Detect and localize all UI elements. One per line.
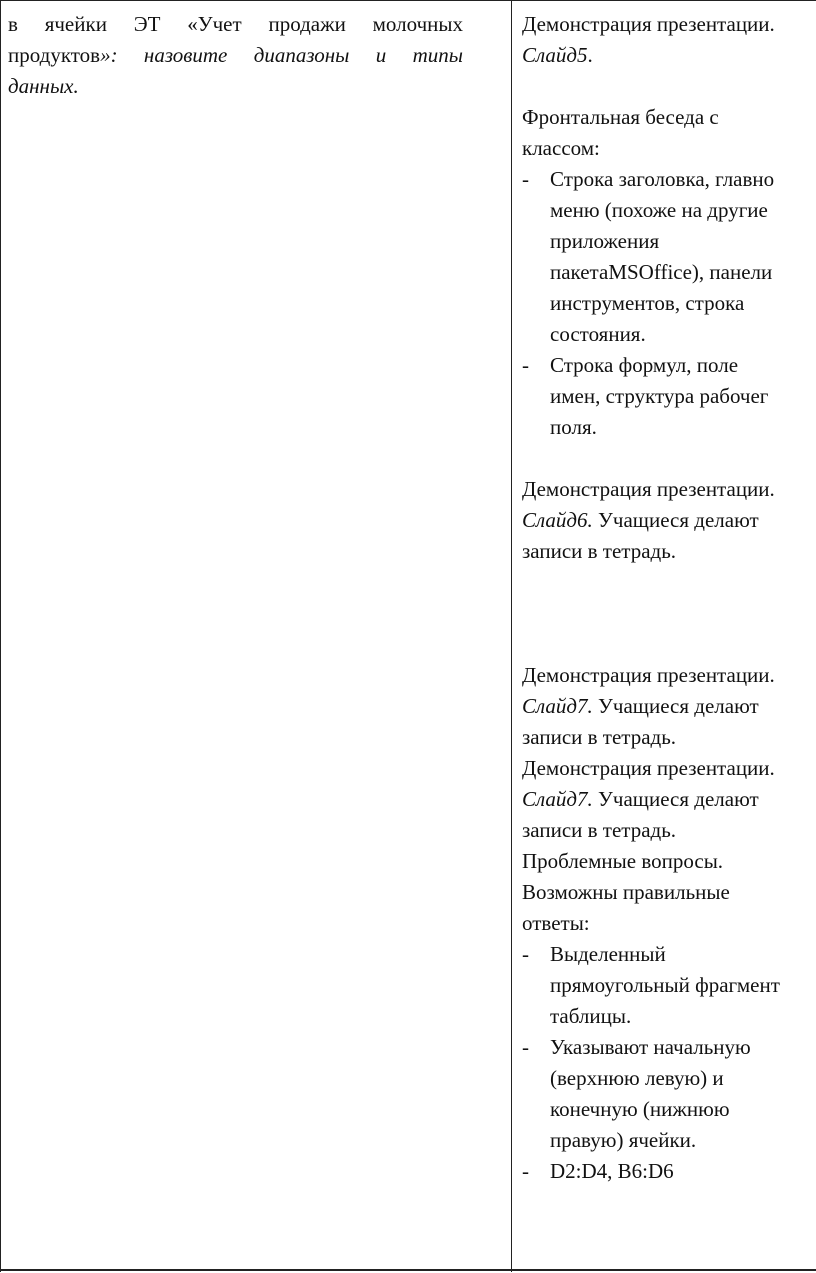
item1-line: Строка заголовка, главно — [550, 167, 775, 191]
table-left-border — [0, 1, 1, 1272]
answer2-line: правую) ячейки. — [550, 1128, 697, 1152]
slide6-line — [522, 505, 816, 536]
item1-line: приложения — [550, 229, 660, 253]
item1-line: инструментов, строка — [550, 291, 745, 315]
left-cell-line-3-italic: данных. — [8, 74, 79, 98]
slide6-notes: Учащиеся делают — [592, 508, 759, 532]
dash-bullet: - — [522, 942, 529, 966]
answer1-line: прямоугольный фрагмент — [550, 973, 780, 997]
item2-line: имен, структура рабочег — [550, 384, 769, 408]
list-item-formula-bar — [522, 350, 816, 443]
slide7-notes-line-2-b: записи в тетрадь. — [522, 818, 677, 842]
slide5-line — [522, 40, 816, 71]
slide7-notes: Учащиеся делают — [592, 694, 759, 718]
dash-bullet: - — [522, 1159, 529, 1183]
left-cell-line-2-italic: »: назовите диапазоны и типы — [100, 43, 463, 67]
answer2-line: Указывают начальную — [550, 1035, 751, 1059]
left-cell-line-3 — [8, 71, 463, 102]
dash-bullet: - — [522, 1035, 529, 1059]
slide6-label: Слайд6. — [522, 508, 593, 532]
item1-line: состояния. — [550, 322, 646, 346]
list-item-answer-ranges — [522, 1156, 816, 1187]
dash-bullet: - — [522, 353, 529, 377]
problem-line-1: Проблемные вопросы. — [522, 849, 724, 873]
demo-line-slide5: Демонстрация презентации. — [522, 12, 775, 36]
slide7-label: Слайд7. — [522, 787, 593, 811]
slide6-notes-line-2: записи в тетрадь. — [522, 539, 677, 563]
answer1-line: таблицы. — [550, 1004, 632, 1028]
frontal-line-2: классом: — [522, 136, 600, 160]
left-cell-line-2 — [8, 40, 463, 71]
item1-line: меню (похоже на другие — [550, 198, 768, 222]
item2-line: поля. — [550, 415, 597, 439]
left-cell-line-2-plain: продуктов — [8, 43, 101, 67]
item2-line: Строка формул, поле — [550, 353, 739, 377]
left-cell — [8, 9, 463, 102]
demo-line-slide7-b: Демонстрация презентации. — [522, 756, 775, 780]
frontal-line-1: Фронтальная беседа с — [522, 105, 719, 129]
spacer — [522, 567, 816, 660]
list-item-interface-elements — [522, 164, 816, 350]
problem-line-3: ответы: — [522, 911, 590, 935]
demo-line-slide7-a: Демонстрация презентации. — [522, 663, 775, 687]
answer2-line: (верхнюю левую) и — [550, 1066, 724, 1090]
list-item-answer-fragment — [522, 939, 816, 1032]
right-cell — [522, 9, 816, 1187]
slide7-notes-line-2-a: записи в тетрадь. — [522, 725, 677, 749]
answer1-line: Выделенный — [550, 942, 666, 966]
table-column-divider — [511, 1, 512, 1272]
item1-line: пакетаMSOffice), панели — [550, 260, 773, 284]
slide7-line-b — [522, 784, 816, 815]
problem-line-2: Возможны правильные — [522, 880, 730, 904]
slide7-line-a — [522, 691, 816, 722]
slide5-label: Слайд5 — [522, 43, 588, 67]
answer2-line: конечную (нижнюю — [550, 1097, 730, 1121]
list-item-answer-cells — [522, 1032, 816, 1156]
left-cell-line-1: в ячейки ЭТ «Учет продажи молочных — [8, 12, 463, 36]
spacer — [522, 71, 816, 102]
slide5-tail: . — [587, 43, 593, 67]
spacer — [522, 443, 816, 474]
dash-bullet: - — [522, 167, 529, 191]
demo-line-slide6: Демонстрация презентации. — [522, 477, 775, 501]
answer3-line: D2:D4, B6:D6 — [550, 1159, 674, 1183]
slide7-notes: Учащиеся делают — [592, 787, 759, 811]
slide7-label: Слайд7. — [522, 694, 593, 718]
